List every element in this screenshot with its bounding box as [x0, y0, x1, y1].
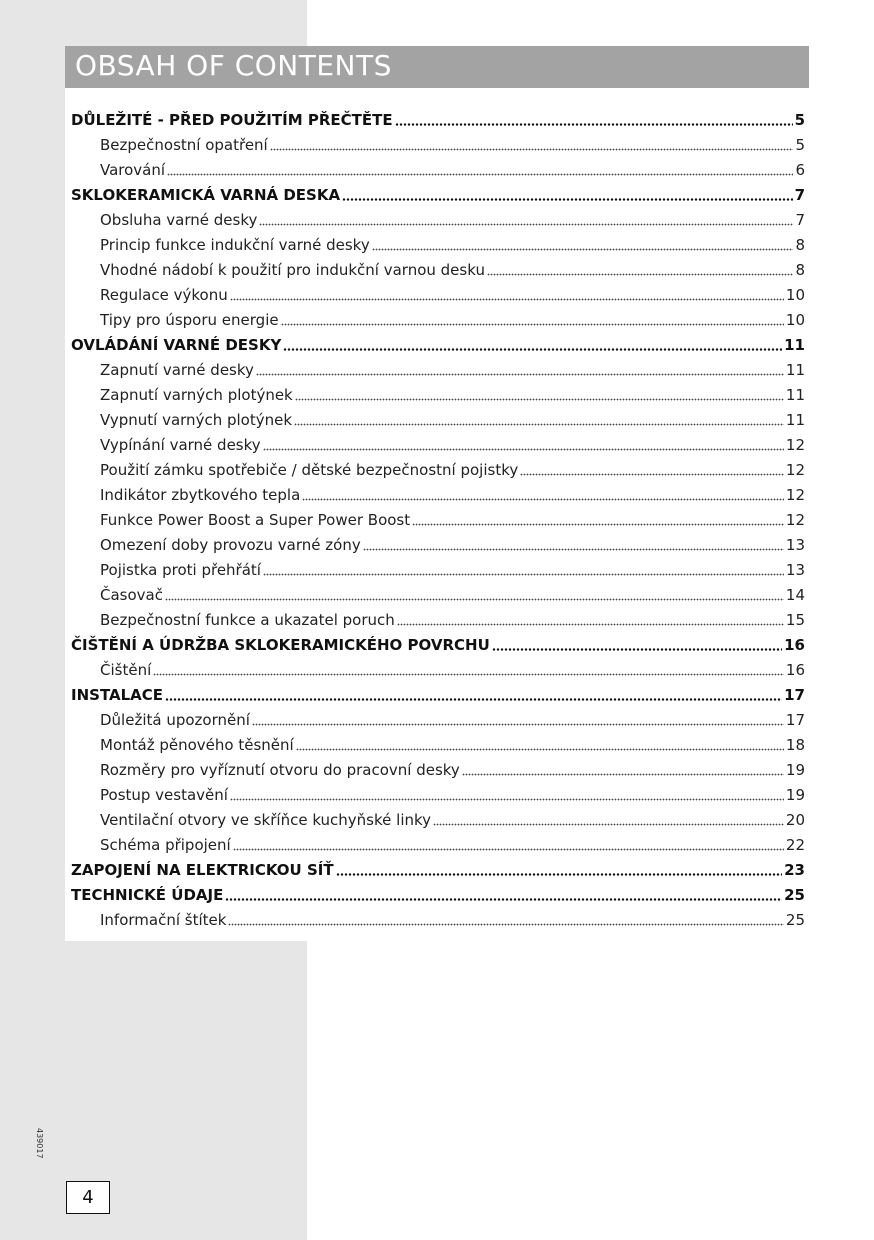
toc-entry-page: 12 [785, 510, 805, 529]
toc-section-entry[interactable] [71, 632, 805, 657]
toc-subsection-entry[interactable] [71, 657, 805, 682]
dot-leader [263, 573, 784, 576]
toc-entry-page: 6 [795, 160, 805, 179]
dot-leader [228, 923, 783, 926]
toc-subsection-entry[interactable] [71, 232, 805, 257]
dot-leader [294, 423, 784, 426]
toc-entry-page: 12 [785, 485, 805, 504]
dot-leader [165, 698, 782, 701]
toc-entry-title: Časovač [100, 585, 163, 604]
page-title: OBSAH OF CONTENTS [75, 49, 392, 82]
toc-entry-page: 13 [785, 535, 805, 554]
dot-leader [412, 523, 784, 526]
toc-entry-title: Pojistka proti přehřátí [100, 560, 261, 579]
toc-entry-title: OVLÁDÁNÍ VARNÉ DESKY [71, 335, 282, 354]
toc-subsection-entry[interactable] [71, 707, 805, 732]
toc-entry-page: 17 [785, 710, 805, 729]
toc-entry-page: 5 [795, 135, 805, 154]
toc-section-entry[interactable] [71, 882, 805, 907]
dot-leader [363, 548, 784, 551]
dot-leader [230, 798, 784, 801]
dot-leader [281, 323, 784, 326]
page-number: 4 [66, 1181, 110, 1214]
toc-subsection-entry[interactable] [71, 757, 805, 782]
dot-leader [296, 748, 784, 751]
toc-subsection-entry[interactable] [71, 257, 805, 282]
toc-entry-title: INSTALACE [71, 685, 164, 704]
dot-leader [283, 348, 782, 351]
toc-subsection-entry[interactable] [71, 907, 805, 932]
toc-entry-title: TECHNICKÉ ÚDAJE [71, 885, 224, 904]
toc-entry-title: Použití zámku spotřebiče / dětské bezpečnostní pojistky [100, 460, 519, 479]
dot-leader [487, 273, 793, 276]
toc-subsection-entry[interactable] [71, 532, 805, 557]
toc-entry-page: 10 [785, 310, 805, 329]
toc-entry-title: Vhodné nádobí k použití pro indukční varnou desku [100, 260, 485, 279]
toc-entry-page: 18 [785, 735, 805, 754]
toc-subsection-entry[interactable] [71, 607, 805, 632]
toc-section-entry[interactable] [71, 107, 805, 132]
toc-entry-page: 23 [784, 860, 805, 879]
dot-leader [233, 848, 784, 851]
toc-entry-title: Omezení doby provozu varné zóny [100, 535, 361, 554]
toc-entry-title: ZAPOJENÍ NA ELEKTRICKOU SÍŤ [71, 860, 334, 879]
toc-section-entry[interactable] [71, 682, 805, 707]
toc-subsection-entry[interactable] [71, 282, 805, 307]
dot-leader [433, 823, 784, 826]
toc-entry-title: DŮLEŽITÉ - PŘED POUŽITÍM PŘEČTĚTE [71, 110, 393, 129]
toc-entry-page: 8 [795, 260, 805, 279]
toc-entry-page: 16 [785, 660, 805, 679]
toc-entry-page: 12 [785, 435, 805, 454]
toc-entry-title: Důležitá upozornění [100, 710, 250, 729]
toc-subsection-entry[interactable] [71, 307, 805, 332]
dot-leader [252, 723, 784, 726]
dot-leader [395, 123, 793, 126]
toc-entry-title: Zapnutí varných plotýnek [100, 385, 293, 404]
toc-subsection-entry[interactable] [71, 782, 805, 807]
toc-subsection-entry[interactable] [71, 832, 805, 857]
dot-leader [165, 598, 784, 601]
toc-entry-title: Tipy pro úsporu energie [100, 310, 279, 329]
toc-entry-title: Montáž pěnového těsnění [100, 735, 294, 754]
toc-entry-page: 25 [785, 910, 805, 929]
toc-entry-page: 11 [785, 360, 805, 379]
toc-entry-page: 5 [794, 110, 805, 129]
dot-leader [372, 248, 794, 251]
toc-entry-title: Funkce Power Boost a Super Power Boost [100, 510, 411, 529]
toc-subsection-entry[interactable] [71, 582, 805, 607]
contents-header-bar [65, 46, 809, 88]
dot-leader [259, 223, 793, 226]
toc-entry-page: 10 [785, 285, 805, 304]
toc-entry-title: Ventilační otvory ve skříňce kuchyňské linky [100, 810, 432, 829]
dot-leader [225, 898, 782, 901]
toc-entry-title: Čištění [100, 660, 152, 679]
toc-subsection-entry[interactable] [71, 207, 805, 232]
toc-entry-page: 7 [794, 185, 805, 204]
dot-leader [462, 773, 784, 776]
toc-section-entry[interactable] [71, 332, 805, 357]
toc-entry-title: Bezpečnostní funkce a ukazatel poruch [100, 610, 395, 629]
dot-leader [256, 373, 784, 376]
toc-entry-page: 12 [785, 460, 805, 479]
toc-entry-page: 22 [785, 835, 805, 854]
toc-section-entry[interactable] [71, 182, 805, 207]
toc-subsection-entry[interactable] [71, 507, 805, 532]
dot-leader [230, 298, 784, 301]
dot-leader [270, 148, 794, 151]
toc-entry-title: Regulace výkonu [100, 285, 228, 304]
toc-entry-page: 16 [784, 635, 805, 654]
toc-subsection-entry[interactable] [71, 382, 805, 407]
toc-entry-page: 19 [785, 760, 805, 779]
toc-entry-title: SKLOKERAMICKÁ VARNÁ DESKA [71, 185, 341, 204]
dot-leader [167, 173, 793, 176]
toc-entry-title: Informační štítek [100, 910, 227, 929]
toc-entry-page: 13 [785, 560, 805, 579]
dot-leader [295, 398, 784, 401]
toc-entry-title: Zapnutí varné desky [100, 360, 254, 379]
toc-subsection-entry[interactable] [71, 357, 805, 382]
toc-entry-title: Rozměry pro vyříznutí otvoru do pracovní desky [100, 760, 460, 779]
toc-subsection-entry[interactable] [71, 557, 805, 582]
toc-entry-page: 11 [785, 410, 805, 429]
toc-entry-page: 7 [795, 210, 805, 229]
table-of-contents [71, 107, 805, 932]
toc-entry-page: 8 [795, 235, 805, 254]
toc-subsection-entry[interactable] [71, 407, 805, 432]
dot-leader [342, 198, 792, 201]
toc-subsection-entry[interactable] [71, 482, 805, 507]
toc-subsection-entry[interactable] [71, 807, 805, 832]
dot-leader [492, 648, 782, 651]
toc-entry-title: Bezpečnostní opatření [100, 135, 268, 154]
toc-entry-title: Indikátor zbytkového tepla [100, 485, 301, 504]
toc-subsection-entry[interactable] [71, 732, 805, 757]
toc-entry-page: 15 [785, 610, 805, 629]
toc-entry-title: Princip funkce indukční varné desky [100, 235, 370, 254]
dot-leader [263, 448, 784, 451]
toc-section-entry[interactable] [71, 857, 805, 882]
document-code: 439017 [35, 1128, 44, 1159]
toc-entry-page: 14 [785, 585, 805, 604]
dot-leader [397, 623, 784, 626]
toc-entry-title: ČIŠTĚNÍ A ÚDRŽBA SKLOKERAMICKÉHO POVRCHU [71, 635, 490, 654]
toc-entry-page: 25 [784, 885, 805, 904]
toc-entry-page: 20 [785, 810, 805, 829]
dot-leader [153, 673, 784, 676]
toc-entry-page: 11 [784, 335, 805, 354]
toc-entry-title: Obsluha varné desky [100, 210, 258, 229]
toc-entry-title: Vypínání varné desky [100, 435, 261, 454]
toc-subsection-entry[interactable] [71, 457, 805, 482]
toc-entry-page: 19 [785, 785, 805, 804]
toc-subsection-entry[interactable] [71, 157, 805, 182]
toc-entry-title: Schéma připojení [100, 835, 231, 854]
dot-leader [336, 873, 783, 876]
toc-subsection-entry[interactable] [71, 432, 805, 457]
toc-subsection-entry[interactable] [71, 132, 805, 157]
dot-leader [302, 498, 784, 501]
toc-entry-page: 17 [784, 685, 805, 704]
toc-entry-page: 11 [785, 385, 805, 404]
toc-entry-title: Varování [100, 160, 166, 179]
toc-entry-title: Vypnutí varných plotýnek [100, 410, 293, 429]
toc-entry-title: Postup vestavění [100, 785, 228, 804]
dot-leader [520, 473, 784, 476]
